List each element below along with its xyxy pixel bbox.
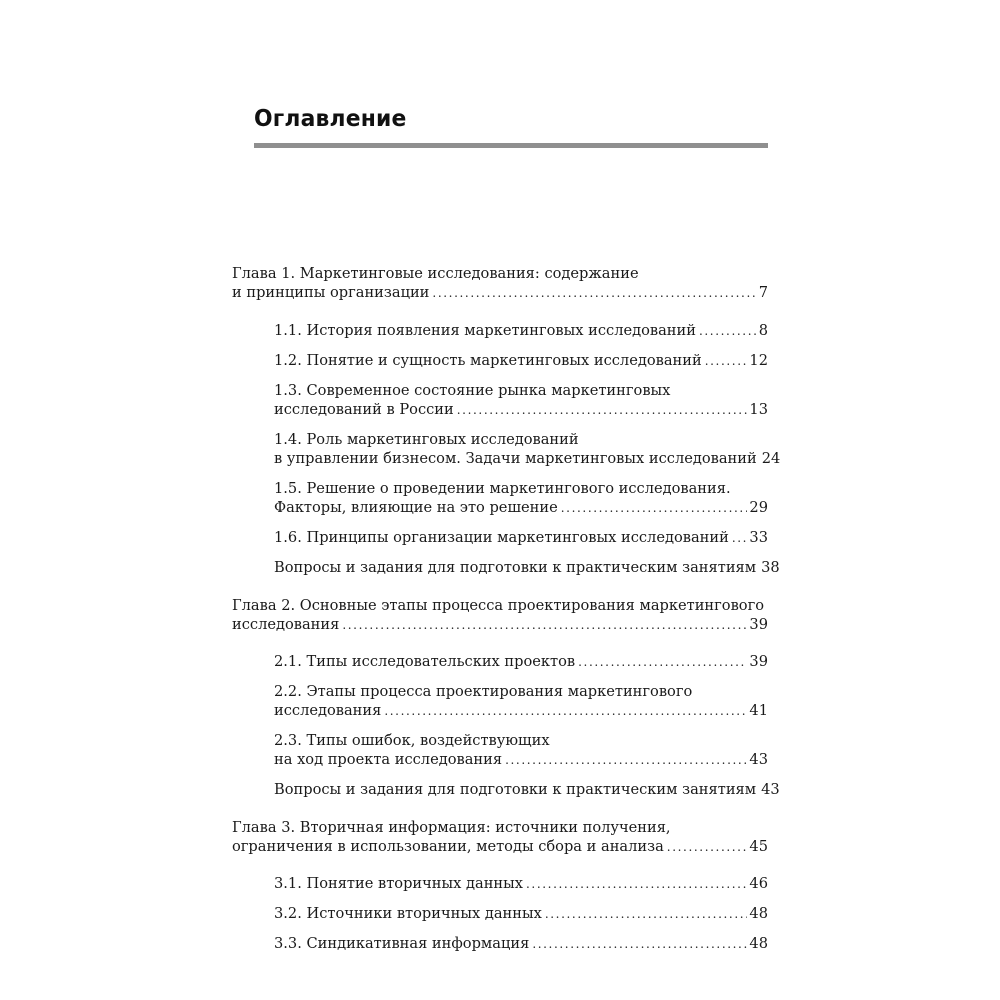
dot-leader bbox=[342, 616, 747, 635]
toc-page-number: 13 bbox=[749, 401, 768, 418]
toc-entry-questions-2[interactable] bbox=[274, 780, 780, 800]
toc-entry-text: Вопросы и задания для подготовки к практическим занятиям bbox=[274, 781, 757, 798]
toc-page-number: 8 bbox=[758, 322, 768, 339]
dot-leader bbox=[545, 905, 748, 924]
toc-entry-text: 1.3. Современное состояние рынка маркетинговых bbox=[274, 382, 671, 399]
toc-entry-text: Глава 3. Вторичная информация: источники получения, bbox=[232, 819, 671, 836]
toc-page-number: 38 bbox=[761, 559, 780, 576]
dot-leader bbox=[705, 352, 748, 371]
toc-entry-chapter-2[interactable] bbox=[232, 596, 768, 635]
toc-entry-text: Глава 2. Основные этапы процесса проектирования маркетингового bbox=[232, 597, 765, 614]
toc-entry-text: 3.1. Понятие вторичных данных bbox=[274, 875, 523, 892]
toc-entry-section-1-3[interactable] bbox=[274, 381, 768, 420]
toc-entry-section-2-2[interactable] bbox=[274, 682, 768, 721]
toc-page-number: 24 bbox=[761, 450, 781, 467]
toc-entry-text: 2.2. Этапы процесса проектирования маркетингового bbox=[274, 683, 693, 700]
dot-leader bbox=[732, 529, 748, 548]
toc-entry-text: Вопросы и задания для подготовки к практическим занятиям bbox=[274, 559, 757, 576]
page-title: Оглавление bbox=[254, 106, 407, 132]
toc-entry-text: на ход проекта исследования bbox=[274, 751, 503, 768]
toc-page-number: 45 bbox=[749, 838, 768, 855]
toc-entry-section-3-3[interactable] bbox=[274, 934, 768, 954]
toc-entry-section-1-6[interactable] bbox=[274, 528, 768, 548]
toc-entry-text: исследований в России bbox=[274, 401, 454, 418]
toc-entry-text: в управлении бизнесом. Задачи маркетинговых исследований bbox=[274, 450, 757, 467]
toc-entry-section-3-1[interactable] bbox=[274, 874, 768, 894]
toc-entry-text: 3.2. Источники вторичных данных bbox=[274, 905, 542, 922]
toc-page-number: 43 bbox=[761, 781, 780, 798]
toc-entry-text: 2.3. Типы ошибок, воздействующих bbox=[274, 732, 550, 749]
toc-page-number: 48 bbox=[749, 935, 768, 952]
toc-entry-chapter-3[interactable] bbox=[232, 818, 768, 857]
toc-entry-section-2-3[interactable] bbox=[274, 731, 768, 770]
toc-page-number: 12 bbox=[749, 352, 768, 369]
toc-page-number: 39 bbox=[749, 616, 768, 633]
dot-leader bbox=[432, 284, 756, 303]
dot-leader bbox=[457, 401, 748, 420]
toc-entry-text: 2.1. Типы исследовательских проектов bbox=[274, 653, 576, 670]
toc-entry-text: исследования bbox=[232, 616, 340, 633]
toc-entry-text: Факторы, влияющие на это решение bbox=[274, 499, 558, 516]
toc-entry-text: Глава 1. Маркетинговые исследования: содержание bbox=[232, 265, 639, 282]
toc-page-number: 41 bbox=[749, 702, 768, 719]
dot-leader bbox=[505, 751, 747, 770]
toc-entry-section-1-2[interactable] bbox=[274, 351, 768, 371]
toc-entry-section-1-1[interactable] bbox=[274, 321, 768, 341]
dot-leader bbox=[699, 322, 757, 341]
toc-page-number: 43 bbox=[749, 751, 768, 768]
toc-entry-text: 1.6. Принципы организации маркетинговых исследований bbox=[274, 529, 729, 546]
toc-page-number: 39 bbox=[749, 653, 768, 670]
toc-entry-text: исследования bbox=[274, 702, 382, 719]
dot-leader bbox=[667, 838, 748, 857]
toc-entry-text: 1.5. Решение о проведении маркетингового исследования. bbox=[274, 480, 731, 497]
toc-entry-section-1-5[interactable] bbox=[274, 479, 768, 518]
toc-page-number: 33 bbox=[749, 529, 768, 546]
toc-entry-chapter-1[interactable] bbox=[232, 264, 768, 303]
toc-page-number: 29 bbox=[749, 499, 768, 516]
toc-entry-text: ограничения в использовании, методы сбора и анализа bbox=[232, 838, 664, 855]
dot-leader bbox=[561, 499, 748, 518]
toc-entry-section-2-1[interactable] bbox=[274, 652, 768, 672]
dot-leader bbox=[578, 653, 747, 672]
toc-entry-text: 1.2. Понятие и сущность маркетинговых исследований bbox=[274, 352, 702, 369]
toc-entry-section-1-4[interactable] bbox=[274, 430, 781, 469]
toc-entry-questions-1[interactable] bbox=[274, 558, 780, 578]
dot-leader bbox=[526, 875, 747, 894]
toc-entry-text: и принципы организации bbox=[232, 284, 430, 301]
dot-leader bbox=[532, 935, 747, 954]
toc-entry-text: 1.4. Роль маркетинговых исследований bbox=[274, 431, 579, 448]
toc-page-number: 46 bbox=[749, 875, 768, 892]
toc-entry-text: 1.1. История появления маркетинговых исследований bbox=[274, 322, 696, 339]
toc-page-number: 7 bbox=[758, 284, 768, 301]
dot-leader bbox=[384, 702, 747, 721]
toc-entry-text: 3.3. Синдикативная информация bbox=[274, 935, 530, 952]
toc-entry-section-3-2[interactable] bbox=[274, 904, 768, 924]
toc-page-number: 48 bbox=[749, 905, 768, 922]
heading-rule bbox=[254, 143, 768, 148]
table-of-contents bbox=[232, 264, 781, 954]
